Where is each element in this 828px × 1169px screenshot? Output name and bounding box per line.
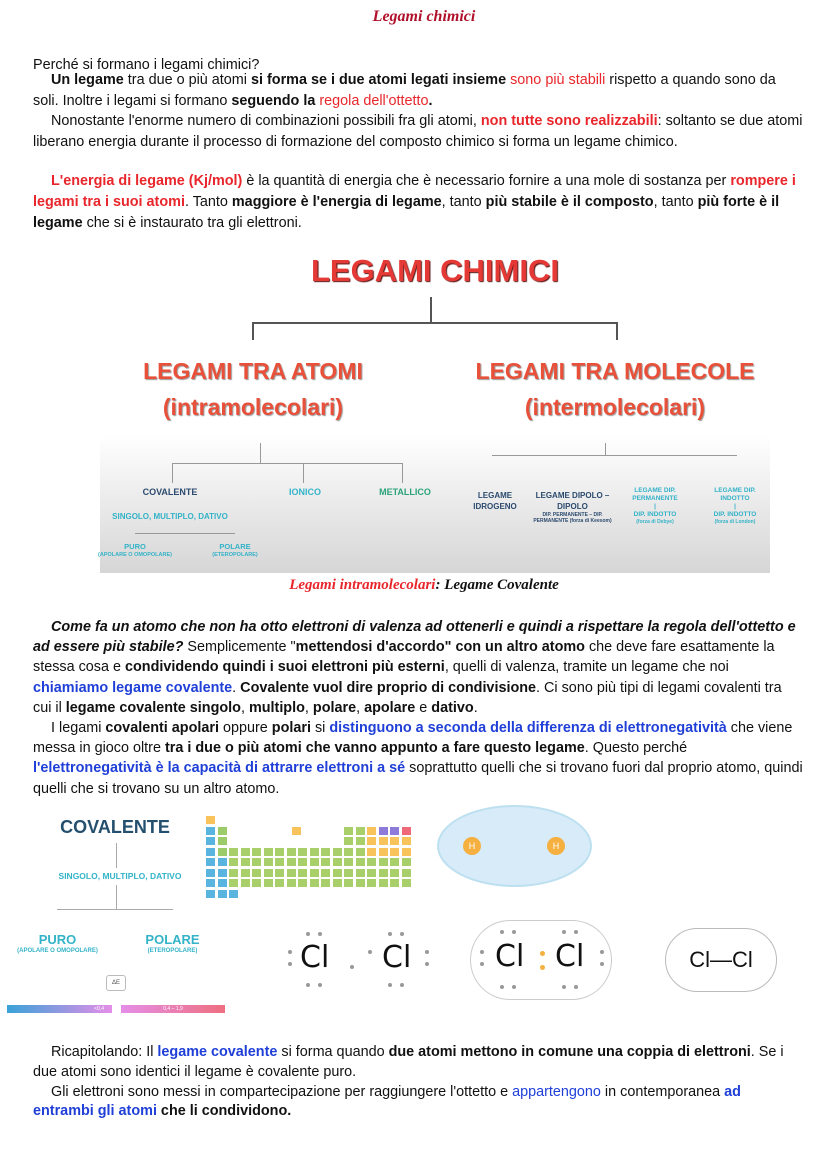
text-segment: legame covalente singolo [65, 699, 241, 716]
electron-dot [388, 932, 392, 936]
element-cell [378, 878, 389, 888]
text-segment: . Tanto [184, 193, 232, 210]
electron-dot [306, 932, 310, 936]
element-cell [389, 836, 400, 846]
text-segment: regola dell'ottetto [319, 92, 429, 109]
element-cell [228, 857, 239, 867]
element-cell [205, 857, 216, 867]
element-cell [205, 836, 216, 846]
element-cell [366, 836, 377, 846]
element-cell [228, 868, 239, 878]
element-cell [309, 847, 320, 857]
text-segment: si forma quando [277, 1044, 389, 1060]
text-segment: si forma se i due atomi legati insieme [250, 72, 507, 88]
element-cell [297, 847, 308, 857]
covalent-section [33, 617, 803, 799]
text-segment: polare [312, 699, 357, 716]
element-cell [263, 847, 274, 857]
text-segment: . Ci sono più tipi di legami covalenti tra cui il [33, 679, 782, 716]
element-cell [274, 868, 285, 878]
element-cell [263, 878, 274, 888]
element-cell [205, 826, 216, 836]
element-cell [401, 857, 412, 867]
element-cell [355, 868, 366, 878]
element-cell [217, 889, 228, 899]
element-cell [274, 857, 285, 867]
paragraph [33, 617, 803, 718]
element-cell [355, 878, 366, 888]
range-bar-apolar: <0,4 [7, 1005, 112, 1013]
electron-dot [562, 930, 566, 934]
element-cell [332, 878, 343, 888]
text-segment: . [232, 679, 241, 696]
text-segment: in contemporanea [600, 1083, 725, 1100]
text-segment: mettendosi d'accordo" con un altro atomo [295, 639, 585, 656]
element-cell [240, 847, 251, 857]
text-segment: Semplicemente " [183, 639, 296, 656]
element-cell [343, 847, 354, 857]
element-cell [366, 868, 377, 878]
text-segment: oppure [218, 720, 272, 737]
chlorine-atom-right: Cl [382, 940, 412, 975]
element-cell [240, 878, 251, 888]
text-segment: più forte è il legame [33, 193, 780, 231]
element-cell [343, 836, 354, 846]
element-cell [332, 857, 343, 867]
element-cell [355, 857, 366, 867]
text-segment: rispetto a quando sono da soli. Inoltre i legami si formano [33, 72, 776, 109]
electron-dot [368, 950, 372, 954]
intramolecular-heading: LEGAMI TRA ATOMI (intramolecolari) [143, 358, 363, 420]
periodic-table-image [205, 815, 427, 915]
electron-dot [400, 983, 404, 987]
electron-dot [512, 985, 516, 989]
intro-paragraphs [33, 70, 803, 233]
element-cell [320, 857, 331, 867]
legami-chimici-diagram [100, 245, 770, 575]
idrogeno-label: LEGAME IDROGENO [473, 491, 517, 511]
text-segment: che viene messa in gioco oltre [33, 720, 793, 757]
element-cell [240, 868, 251, 878]
element-cell [228, 889, 239, 899]
text-segment: , [356, 699, 365, 716]
element-cell [205, 868, 216, 878]
electron-dot [388, 983, 392, 987]
element-cell [263, 868, 274, 878]
electron-dot [480, 950, 484, 954]
element-cell [320, 878, 331, 888]
text-segment: chiamiamo legame covalente [33, 679, 233, 696]
element-cell [286, 847, 297, 857]
element-cell [366, 878, 377, 888]
element-cell [228, 847, 239, 857]
element-cell [309, 857, 320, 867]
text-segment: che si è instaurato tra gli elettroni. [82, 214, 302, 231]
text-segment: seguendo la [231, 92, 320, 109]
text-segment: sono più stabili [510, 72, 606, 88]
element-cell [251, 868, 262, 878]
text-segment: soprattutto quelli che si trovano fuori dal proprio atomo, quindi quelli che si trovano su un altro atomo. [33, 760, 803, 797]
element-cell [320, 847, 331, 857]
metallico-label: METALLICO [379, 487, 431, 497]
dip-permanente-label: LEGAME DIP. PERMANENTE | DIP. INDOTTO (forza di Debye) [632, 487, 678, 525]
paragraph [33, 111, 803, 152]
text-segment: dativo [431, 699, 474, 716]
electron-dot [425, 950, 429, 954]
element-cell [389, 857, 400, 867]
paragraph [33, 1043, 803, 1083]
element-cell [217, 847, 228, 857]
text-segment: . Questo perché [584, 740, 688, 757]
electron-dot [306, 983, 310, 987]
element-cell [401, 836, 412, 846]
text-segment: è la quantità di energia che è necessario fornire a una mole di sostanza per [242, 173, 731, 190]
text-segment: l'elettronegatività è la capacità di attrarre elettroni a sé [33, 760, 406, 777]
cl2-bond-figure: Cl—Cl [665, 928, 777, 992]
text-segment: Un legame [51, 72, 124, 88]
element-cell [274, 847, 285, 857]
element-cell [205, 815, 216, 825]
element-cell [343, 868, 354, 878]
covalente-figure: COVALENTE SINGOLO, MULTIPLO, DATIVO PURO (APOLARE O OMOPOLARE) POLARE (ETEROPOLARE) ΔE <0,4 0,4 – 1,9 [0, 805, 230, 1020]
element-cell [217, 878, 228, 888]
text-segment: I legami [51, 720, 106, 737]
text-segment: multiplo [248, 699, 305, 716]
element-cell [332, 868, 343, 878]
intro-question: Perché si formano i legami chimici? [33, 57, 260, 73]
text-segment: : soltanto se due atomi liberano energia durante il processo di formazione del composto chimico si forma un legame chimico. [33, 113, 803, 150]
element-cell [378, 868, 389, 878]
element-cell [320, 868, 331, 878]
element-cell [205, 889, 216, 899]
text-segment: due atomi mettono in comune una coppia di elettroni [388, 1044, 751, 1060]
text-segment: , tanto [441, 193, 486, 210]
text-segment: polari [271, 720, 311, 737]
element-cell [217, 836, 228, 846]
element-cell [378, 847, 389, 857]
element-cell [251, 847, 262, 857]
element-cell [343, 878, 354, 888]
ionico-label: IONICO [288, 487, 321, 497]
element-cell [355, 826, 366, 836]
text-segment: tra due o più atomi [123, 72, 251, 88]
element-cell [401, 878, 412, 888]
covalente-label: COVALENTE [142, 487, 198, 497]
dipolo-label: LEGAME DIPOLO – DIPOLO DIP. PERMANENTE – DIP. PERMANENTE (forza di Keesom) [533, 491, 612, 524]
text-segment: condividendo quindi i suoi elettroni più esterni [125, 659, 445, 676]
recap-section [33, 1043, 803, 1122]
element-cell [355, 836, 366, 846]
element-cell [286, 868, 297, 878]
paragraph [33, 1083, 803, 1123]
electron-dot [600, 950, 604, 954]
element-cell [251, 857, 262, 867]
text-segment: distinguono a seconda della differenza di elettronegatività [329, 720, 727, 737]
element-cell [389, 878, 400, 888]
range-bar-polar: 0,4 – 1,9 [121, 1005, 225, 1013]
electron-dot [480, 962, 484, 966]
element-cell [389, 847, 400, 857]
electron-dot [562, 985, 566, 989]
element-cell [401, 868, 412, 878]
text-segment: . [428, 92, 433, 109]
delta-e-button: ΔE [106, 975, 126, 991]
electron-dot [600, 962, 604, 966]
element-cell [217, 826, 228, 836]
bond-types-panel [100, 435, 770, 573]
text-segment: rompere i legami tra i suoi atomi [33, 173, 796, 210]
electron-dot [288, 962, 292, 966]
element-cell [343, 857, 354, 867]
element-cell [401, 826, 412, 836]
element-cell [378, 826, 389, 836]
text-segment: tra i due o più atomi che vanno appunto a fare questo legame [164, 740, 585, 757]
element-cell [297, 868, 308, 878]
element-cell [286, 878, 297, 888]
electron-dot [574, 985, 578, 989]
electron-dot [500, 985, 504, 989]
text-segment: Gli elettroni sono messi in compartecipazione per raggiungere l'ottetto e [51, 1083, 513, 1100]
text-segment: appartengono [512, 1083, 601, 1100]
paragraph [33, 70, 803, 111]
element-cell [366, 847, 377, 857]
electron-dot [288, 950, 292, 954]
text-segment: non tutte sono realizzabili [480, 113, 658, 130]
element-cell [309, 868, 320, 878]
text-segment: Nonostante l'enorme numero di combinazioni possibili fra gli atomi, [51, 113, 481, 130]
text-segment: che li condividono. [156, 1103, 292, 1120]
element-cell [378, 857, 389, 867]
text-segment: Covalente vuol dire proprio di condivisione [240, 679, 537, 696]
element-cell [401, 847, 412, 857]
text-segment: . [473, 699, 478, 716]
polare-label: POLARE (ETEROPOLARE) [212, 542, 258, 558]
text-segment: Come fa un atomo che non ha otto elettroni di valenza ad ottenerli e quindi a rispettare la regola dell'ottetto e ad essere più stabile? [33, 619, 796, 656]
element-cell [205, 878, 216, 888]
document-title: Legami chimici [372, 8, 476, 25]
element-cell [389, 826, 400, 836]
tipi-label: SINGOLO, MULTIPLO, DATIVO [112, 512, 228, 521]
element-cell [240, 857, 251, 867]
electron-dot [318, 983, 322, 987]
figure-caption: Legami intramolecolari: Legame Covalente [289, 577, 559, 593]
element-cell [217, 868, 228, 878]
paragraph [33, 718, 803, 799]
shared-pair-figure: Cl Cl [470, 920, 612, 1000]
element-cell [297, 878, 308, 888]
text-segment: , [240, 699, 249, 716]
electron-dot [400, 932, 404, 936]
element-cell [332, 847, 343, 857]
text-segment: ad entrambi gli atomi [33, 1083, 741, 1120]
element-cell [263, 857, 274, 867]
element-cell [217, 857, 228, 867]
text-segment: , quelli di valenza, tramite un legame che noi [444, 659, 729, 676]
element-cell [389, 868, 400, 878]
element-cell [251, 878, 262, 888]
element-cell [297, 857, 308, 867]
element-cell [366, 857, 377, 867]
electron-dot [318, 932, 322, 936]
text-segment: e [415, 699, 432, 716]
electron-dot [512, 930, 516, 934]
element-cell [309, 878, 320, 888]
text-segment: , [304, 699, 313, 716]
element-cell [366, 826, 377, 836]
element-cell [274, 878, 285, 888]
puro-label: PURO (APOLARE O OMOPOLARE) [98, 542, 172, 558]
text-segment: apolare [364, 699, 416, 716]
chlorine-atom-left: Cl [300, 940, 330, 975]
text-segment: che deve fare esattamente la stessa cosa e [33, 639, 775, 676]
element-cell [228, 878, 239, 888]
dip-indotto-label: LEGAME DIP. INDOTTO | DIP. INDOTTO (forza di London) [713, 487, 757, 525]
electron-dot [350, 965, 354, 969]
element-cell [291, 826, 302, 836]
h2-molecule-figure: H H [437, 805, 592, 887]
text-segment: si [310, 720, 330, 737]
element-cell [205, 847, 216, 857]
intermolecular-heading: LEGAMI TRA MOLECOLE (intermolecolari) [475, 358, 755, 420]
diagram-title: LEGAMI CHIMICI [311, 253, 559, 288]
text-segment: covalenti apolari [105, 720, 219, 737]
electron-dot [425, 962, 429, 966]
text-segment: , tanto [653, 193, 698, 210]
electron-dot [574, 930, 578, 934]
element-cell [355, 847, 366, 857]
text-segment: Ricapitolando: Il [51, 1044, 158, 1060]
paragraph [33, 171, 803, 233]
text-segment: più stabile è il composto [485, 193, 654, 210]
text-segment: maggiore è l'energia di legame [231, 193, 442, 210]
element-cell [343, 826, 354, 836]
element-cell [286, 857, 297, 867]
text-segment: legame covalente [157, 1044, 278, 1060]
text-segment: . Se i due atomi sono identici il legame è covalente puro. [33, 1044, 784, 1080]
element-cell [378, 836, 389, 846]
text-segment: L'energia di legame (Kj/mol) [51, 173, 243, 190]
electron-dot [500, 930, 504, 934]
